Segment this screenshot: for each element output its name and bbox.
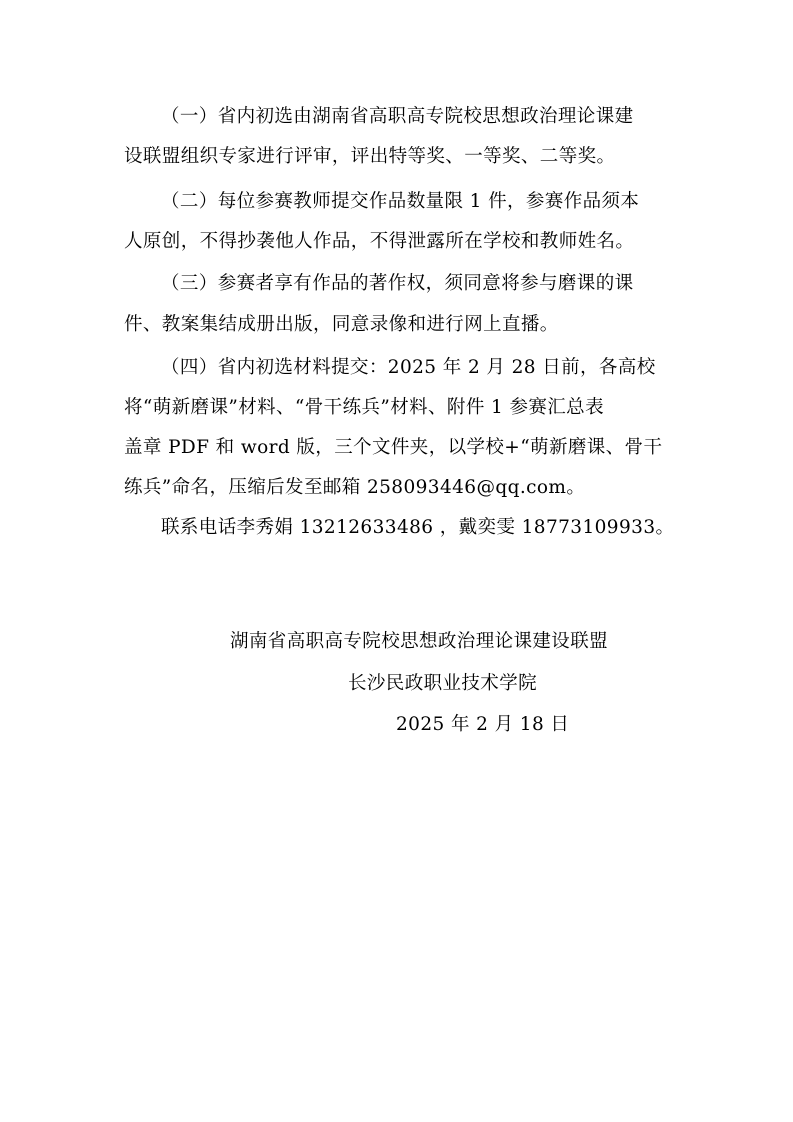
signature-institution: 长沙民政职业技术学院 [348, 673, 538, 694]
signature-organization: 湖南省高职高专院校思想政治理论课建设联盟 [230, 631, 609, 652]
signature-date: 2025 年 2 月 18 日 [396, 714, 570, 735]
paragraph-1-line-1: （一）省内初选由湖南省高职高专院校思想政治理论课建 [161, 106, 634, 127]
paragraph-2-line-2: 人原创，不得抄袭他人作品，不得泄露所在学校和教师姓名。 [124, 231, 635, 252]
paragraph-3-line-1: （三）参赛者享有作品的著作权，须同意将参与磨课的课 [161, 273, 634, 294]
paragraph-4-line-3: 盖章 PDF 和 word 版，三个文件夹，以学校+“萌新磨课、骨干 [124, 437, 663, 458]
paragraph-4-line-4: 练兵”命名，压缩后发至邮箱 258093446@qq.com。 [124, 477, 586, 498]
paragraph-3-line-2: 件、教案集结成册出版，同意录像和进行网上直播。 [124, 314, 559, 335]
paragraph-1-line-2: 设联盟组织专家进行评审，评出特等奖、一等奖、二等奖。 [124, 146, 616, 167]
paragraph-4-line-1: （四）省内初选材料提交：2025 年 2 月 28 日前，各高校 [161, 357, 656, 378]
paragraph-2-line-1: （二）每位参赛教师提交作品数量限 1 件，参赛作品须本 [161, 191, 640, 212]
contact-line: 联系电话李秀娟 13212633486 ，戴奕雯 18773109933。 [161, 517, 675, 538]
paragraph-4-line-2: 将“萌新磨课”材料、“骨干练兵”材料、附件 1 参赛汇总表 [124, 397, 604, 418]
